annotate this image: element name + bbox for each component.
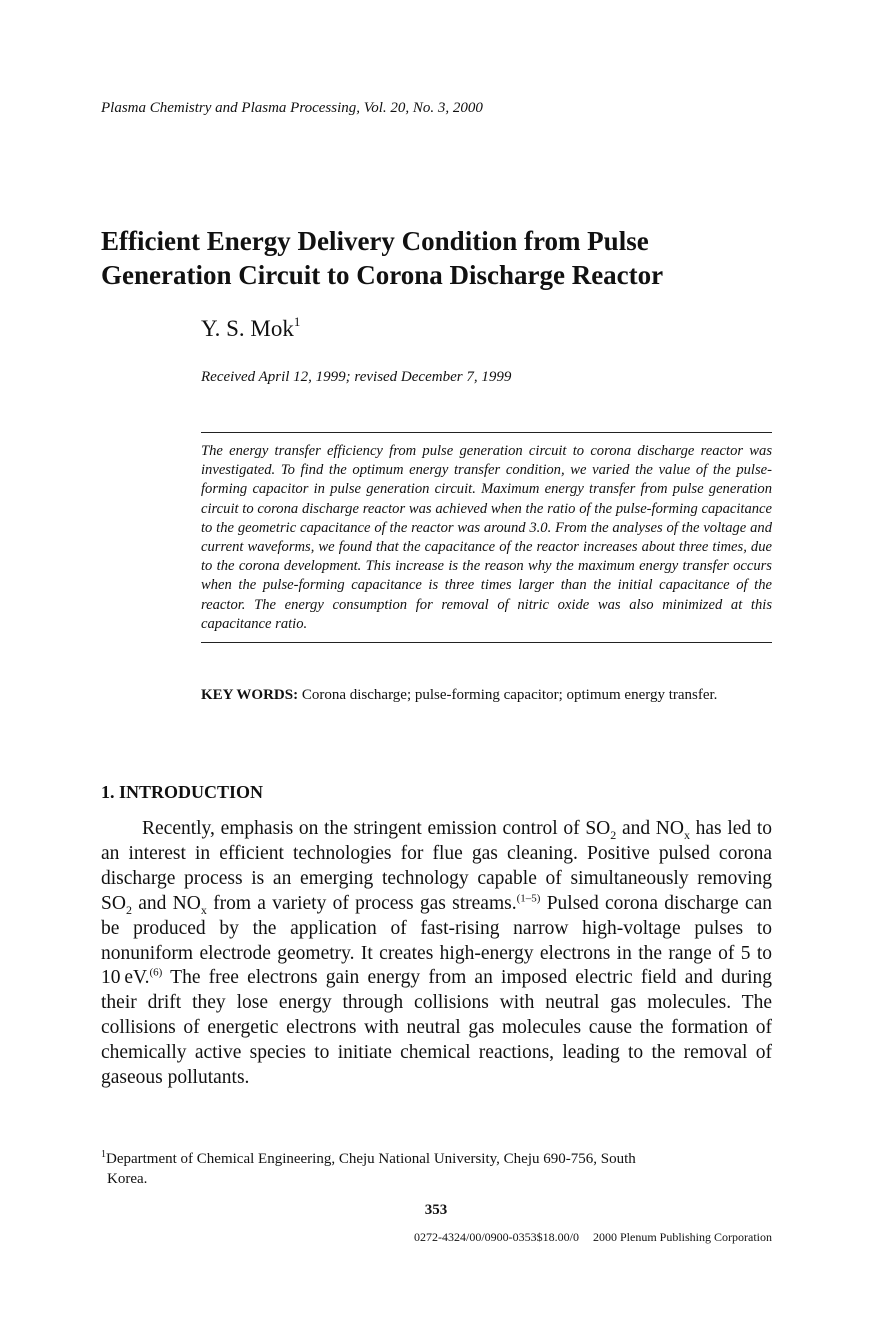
received-dates: Received April 12, 1999; revised December 7, 1999 <box>201 369 512 385</box>
author <box>201 316 300 342</box>
subscript: x <box>200 902 207 917</box>
copyright-line <box>414 1230 772 1245</box>
title-line-2: Generation Circuit to Corona Discharge Reactor <box>101 260 664 290</box>
abstract: The energy transfer efficiency from pulse generation circuit to corona discharge reactor was investigated. To find the optimum energy transfer condition, we varied the value of the pulse-forming capacitor in pulse generation circuit. Maximum energy transfer from pulse generation circuit to corona discharge reactor was achieved when the ratio of the pulse-forming capacitance to the geometric capacitance of the reactor was around 3.0. From the analyses of the voltage and current waveforms, we found that the capacitance of the reactor increases about three times, due to the corona development. This increase is the reason why the maximum energy transfer occurs when the pulse-forming capacitance is three times larger than the initial capacitance of the reactor. The energy consumption for removal of nitric oxide was also minimized at this capacitance ratio. <box>201 432 772 643</box>
footnote-line-2: Korea. <box>107 1171 148 1187</box>
keywords <box>201 685 772 705</box>
subscript: 2 <box>610 827 617 842</box>
intro-text: Pulsed corona discharge can be produced by the application of fast-rising narrow high-voltage pulses to nonuniform electrode geometry. It creates high-energy electrons in the range of 5 to 10 eV. <box>101 892 773 989</box>
intro-text: has led to an interest in efficient technologies for flue gas cleaning. Positive pulsed corona discharge process is an emerging technology capable of simultaneously removing SO <box>101 818 772 914</box>
footnote-line-1: Department of Chemical Engineering, Cheju National University, Cheju 690-756, South <box>106 1151 636 1167</box>
title-line-1: Efficient Energy Delivery Condition from Pulse <box>101 226 649 256</box>
publisher: 2000 Plenum Publishing Corporation <box>592 1230 772 1244</box>
article-code: 0272-4324/00/0900-0353$18.00/0 <box>413 1230 579 1244</box>
author-name: Y. S. Mok <box>201 316 294 341</box>
section-heading-introduction: 1. INTRODUCTION <box>101 782 264 802</box>
introduction-paragraph <box>101 817 772 1091</box>
journal-citation: Plasma Chemistry and Plasma Processing, Vol. 20, No. 3, 2000 <box>101 100 483 116</box>
keywords-label: KEY WORDS: <box>201 687 299 703</box>
footnote <box>101 1149 772 1189</box>
page-number: 353 <box>424 1202 448 1218</box>
citation-reference: (6) <box>149 966 163 979</box>
intro-text: and NO <box>616 818 684 839</box>
article-title <box>101 224 801 292</box>
subscript: x <box>683 827 690 842</box>
intro-text: Recently, emphasis on the stringent emission control of SO <box>142 818 611 839</box>
intro-text: from a variety of process gas streams. <box>206 892 517 914</box>
footnote-mark: 1 <box>101 1149 106 1160</box>
intro-text: and NO <box>131 892 201 914</box>
author-affiliation-mark: 1 <box>293 314 301 329</box>
subscript: 2 <box>125 902 132 917</box>
citation-reference: (1–5) <box>516 892 541 905</box>
intro-text: The free electrons gain energy from an imposed electric field and during their drift they lose energy through collisions with neutral gas molecules. The collisions of energetic electrons with neutral gas molecules cause the formation of chemically active species to initiate chemical reactions, leading to the removal of gaseous pollutants. <box>101 967 772 1089</box>
keywords-text: Corona discharge; pulse-forming capacitor; optimum energy transfer. <box>301 687 718 703</box>
